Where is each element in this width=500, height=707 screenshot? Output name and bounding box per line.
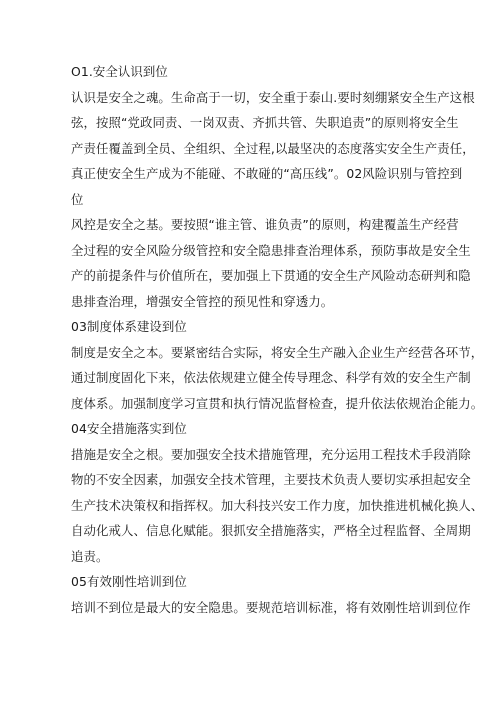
paragraph-line: 风控是安全之基。要按照“谁主管、谁负责”的原则，构建覆盖生产经营 [71, 217, 459, 232]
paragraph-line: 产的前提条件与价值所在，要加强上下贯通的安全生产风险动态研判和隐 [71, 268, 471, 283]
paragraph-line: 真正使安全生产成为不能碰、不敢碰的“高压线”。02风险识别与管控到 [71, 166, 463, 181]
section-heading-4: 04安全措施落实到位 [71, 421, 187, 436]
paragraph-line: 物的不安全因素，加强安全技术管理，主要技术负责人要切实承担起安全 [71, 472, 471, 487]
paragraph-line: 培训不到位是最大的安全隐患。要规范培训标准，将有效刚性培训到位作 [71, 599, 471, 615]
paragraph-line: 弦，按照“党政同责、一岗双责、齐抓共管、失职追责”的原则将安全生 [71, 115, 459, 130]
paragraph-line: 通过制度固化下来，依法依规建立健全传导理念、科学有效的安全生产制 [71, 370, 471, 385]
section-heading-1: O1.安全认识到位 [71, 64, 168, 79]
paragraph-line: 认识是安全之魂。生命高于一切，安全重于泰山.要时刻绷紧安全生产这根 [71, 89, 475, 105]
paragraph-line: 患排查治理，增强安全管控的预见性和穿透力。 [71, 293, 334, 309]
paragraph-line: 自动化戒人、信息化赋能。狠抓安全措施落实，严格全过程监督、全周期 [71, 523, 471, 538]
paragraph-line: 度体系。加强制度学习宣贯和执行情况监督检查，提升依法依规治企能力。 [71, 395, 484, 411]
paragraph-line: 措施是安全之根。要加强安全技术措施管理，充分运用工程技术手段消除 [71, 446, 471, 462]
paragraph-line: 制度是安全之本。要紧密结合实际，将安全生产融入企业生产经营各环节， [71, 344, 484, 360]
section-heading-3: 03制度体系建设到位 [71, 319, 187, 334]
section-heading-5: 05有效刚性培训到位 [71, 574, 187, 589]
paragraph-line: 位 [71, 191, 84, 207]
paragraph-line: 产责任覆盖到全员、全组织、全过程,以最坚决的态度落实安全生产责任， [71, 140, 475, 156]
paragraph-line: 全过程的安全风险分级管控和安全隐患排查治理体系，预防事故是安全生 [71, 242, 471, 258]
paragraph-line: 追责。 [71, 548, 109, 564]
paragraph-line: 生产技术决策权和指挥权。加大科技兴安工作力度，加快推进机械化换人、 [71, 497, 484, 513]
